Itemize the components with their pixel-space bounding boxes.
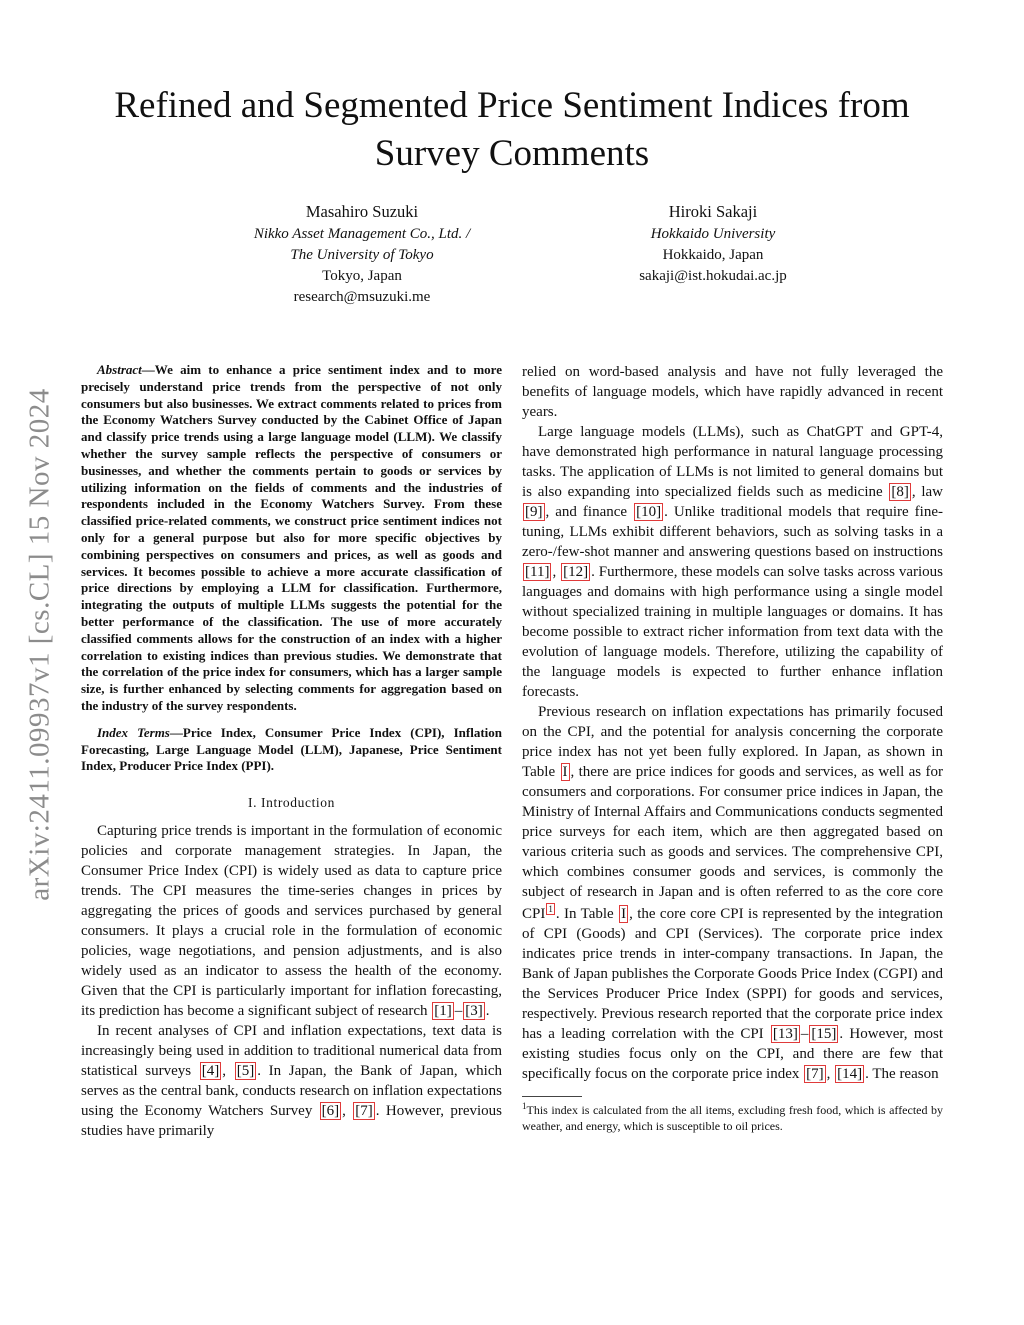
author-email: sakaji@ist.hokudai.ac.jp (639, 268, 787, 284)
abstract-text: —We aim to enhance a price sentiment index and to more precisely understand price trends from the perspective of not only consumers but also businesses. We extract comments related to prices from the Economy Watchers Survey conducted by the Cabinet Office of Japan and classify price trends using a large language model (LLM). We classify whether the survey sample reflects the perspective of consumers or businesses, and whether the comments pertain to goods or services by utilizing information on the fields of comments and the industries of respondents included in the Economy Watchers Survey. From these classified price-related comments, we construct price sentiment indices not only for a general purpose but also for more specific objectives by combining perspectives on consumers and prices, as well as goods and services. It becomes possible to achieve a more accurate classification of price directions by employing a LLM for classification. Furthermore, integrating the outputs of multiple LLMs suggests the potential for the better performance of the classification. The use of more accurately classified comments allows for the construction of an index with a higher correlation to existing indices than previous studies. We demonstrate that the correlation of the price index for consumers, which has a larger sample size, is further enhanced by selecting comments for aggregation based on the industry of the survey respondents. (81, 362, 502, 713)
citation-link[interactable]: [5] (236, 1063, 255, 1080)
abstract (81, 362, 502, 715)
author-location: Hokkaido, Japan (662, 247, 764, 263)
index-terms-text: —Price Index, Consumer Price Index (CPI), Inflation Forecasting, Large Language Model (LLM), Japanese, Price Sentiment Index, Producer Price Index (PPI). (81, 724, 503, 774)
citation-link[interactable]: [12] (563, 564, 589, 580)
body-paragraph: Capturing price trends is important in the formulation of economic policies and corporate management strategies. In Japan, the Consumer Price Index (CPI) is widely used as data to capture price trends. The CPI measures the time-series changes in prices by aggregating the prices of goods and services purchased by general consumers. It plays a crucial role in the formulation of economic policies, wage negotiations, and pension adjustments, and is also widely used as an indicator to assess the health of the economy. Given that the CPI is particularly important for inflation forecasting, its prediction has become a significant subject of research [1] – [3] . (81, 823, 502, 1020)
citation-link[interactable]: [4] (201, 1063, 220, 1080)
author-name: Masahiro Suzuki (305, 202, 419, 221)
right-column (522, 362, 943, 1134)
author-name: Hiroki Sakaji (668, 202, 758, 221)
citation-link[interactable]: [7] (806, 1066, 824, 1082)
citation-link[interactable]: [9] (525, 504, 543, 520)
body-paragraph: Large language models (LLMs), such as ChatGPT and GPT-4, have demonstrated high performance in natural language processing tasks. The application of LLMs is not limited to general domains but is also expanding into specialized fields such as medicine [8] , law [9] , and finance [10] . Unlike traditional models that require fine-tuning, LLMs exhibit different behaviors, such as solving tasks in a zero-/few-shot manner and answering questions based on instructions [11] , [12] . Furthermore, these models can solve tasks across various languages and domains with high performance using a single model without specialized training in multiple languages or domains. It has become possible to extract richer information from text data with the evolution of language models. Therefore, utilizing the capability of the language models is expected to further enhance inflation forecasts. (522, 424, 944, 700)
footnote-divider (522, 1096, 582, 1097)
author-location: Tokyo, Japan (322, 268, 402, 284)
arxiv-identifier (10, 346, 70, 942)
table-reference-link[interactable]: I (621, 906, 627, 922)
citation-link[interactable]: [7] (355, 1103, 373, 1120)
author-block-2 (563, 200, 863, 287)
citation-link[interactable]: [10] (636, 504, 662, 520)
arxiv-identifier-text: arXiv:2411.09937v1 [cs.CL] 15 Nov 2024 (23, 387, 56, 901)
citation-link[interactable]: [6] (321, 1103, 340, 1120)
footnote-marker: 1 (522, 1101, 527, 1111)
body-paragraph: Previous research on inflation expectations has primarily focused on the CPI, and the potential for analysis concerning the corporate price index has not yet been fully explored. In Japan, as shown in Table I , there are price indices for goods and services, as well as for consumers and corporations. For consumer price indices in Japan, the Ministry of Internal Affairs and Communications conducts segmented price surveys for each item, which are then aggregated based on various criteria such as goods and services. The comprehensive CPI, which combines consumer goods and services, is commonly the subject of research in Japan and is often referred to as the core core CPI $^1$ . In Table I , the core core CPI is represented by the integration of CPI (Goods) and CPI (Services). The corporate price index indicates price trends in inter-company transactions. In Japan, the Bank of Japan publishes the Corporate Goods Price Index (CGPI) and the Services Producer Price Index (SPPI) for goods and services, respectively. Previous research reported that the corporate price index has a leading correlation with the CPI [13] – [15] . However, most existing studies focus only on the CPI, and there are few that specifically focus on the corporate price index [7] , [14] . The reason (522, 704, 944, 1082)
body-paragraph: relied on word-based analysis and have not fully leveraged the benefits of language models, which have rapidly advanced in recent years. (522, 364, 943, 420)
footnote (522, 1103, 943, 1134)
section-heading: I. Introduction (248, 795, 335, 811)
paper-title: Refined and Segmented Price Sentiment Indices from Survey Comments (114, 85, 910, 174)
left-column (81, 362, 502, 1141)
author-affiliation: Hokkaido University (650, 226, 776, 242)
table-reference-link[interactable]: I (562, 764, 568, 780)
author-email: research@msuzuki.me (293, 289, 431, 305)
citation-link[interactable]: [15] (811, 1026, 837, 1042)
index-terms (81, 725, 502, 775)
index-terms-label: Index Terms (97, 724, 170, 740)
citation-link[interactable]: [14] (837, 1066, 863, 1082)
citation-link[interactable]: [8] (891, 484, 909, 500)
footnote-link[interactable]: 1 (548, 904, 553, 914)
citation-link[interactable]: [3] (465, 1003, 483, 1020)
footnote-text: This index is calculated from the all items, excluding fresh food, which is affected by weather, and energy, which is susceptible to oil prices. (522, 1103, 943, 1133)
citation-link[interactable]: [11] (525, 564, 550, 580)
author-block-1 (212, 200, 512, 308)
citation-link[interactable]: [1] (434, 1003, 452, 1020)
author-affiliation: Nikko Asset Management Co., Ltd. / (253, 226, 471, 242)
body-paragraph: In recent analyses of CPI and inflation expectations, text data is increasingly being used in addition to traditional numerical data from statistical surveys [4] , [5] . In Japan, the Bank of Japan, which serves as the central bank, conducts research on inflation expectations using the Economy Watchers Survey [6] , [7] . However, previous studies have primarily (81, 1023, 502, 1140)
abstract-label: Abstract (97, 362, 142, 377)
citation-link[interactable]: [13] (772, 1026, 798, 1042)
author-affiliation: The University of Tokyo (290, 247, 434, 263)
